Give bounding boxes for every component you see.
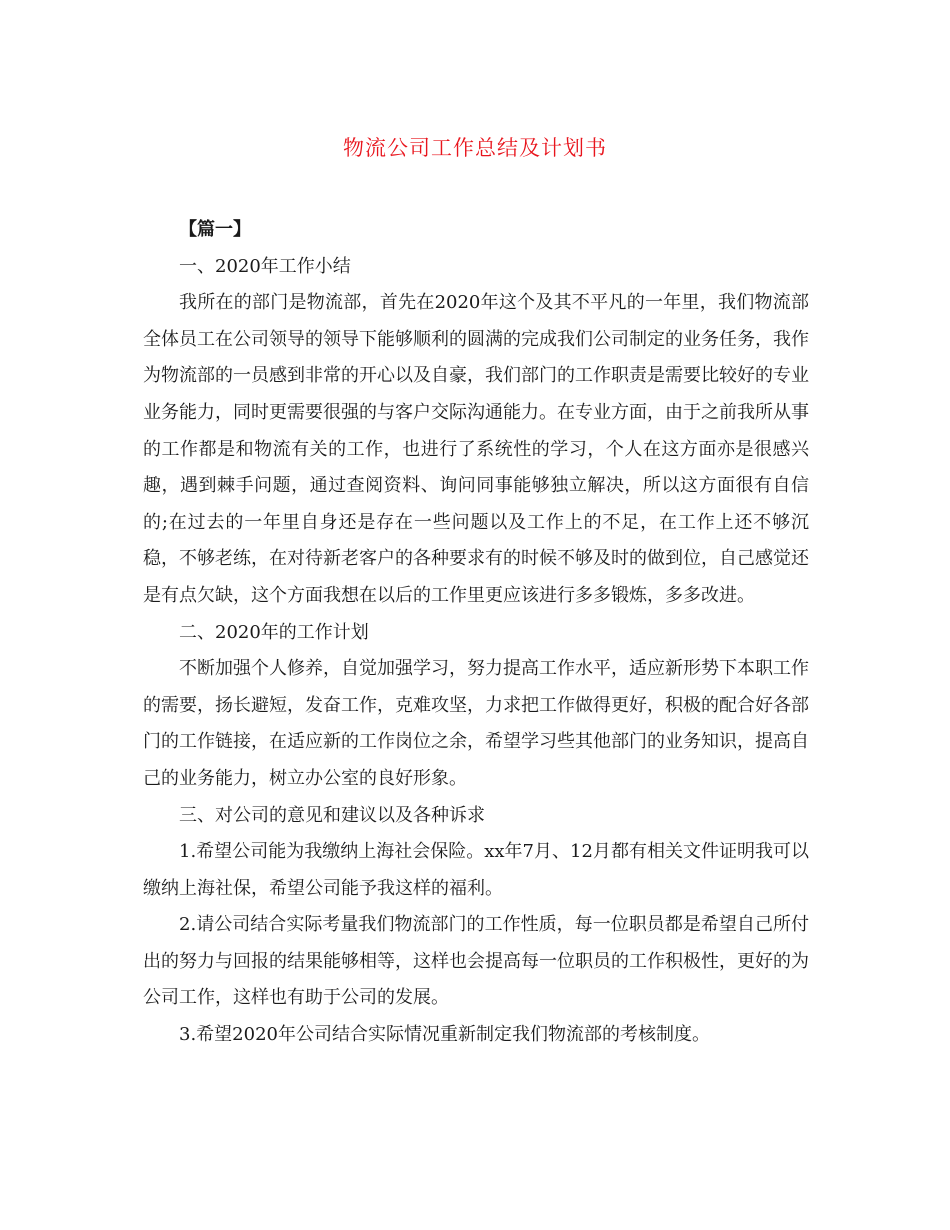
suggestion-item-3: 3.希望2020年公司结合实际情况重新制定我们物流部的考核制度。 — [179, 1024, 710, 1046]
section-label: 【篇一】 — [179, 219, 251, 240]
suggestion-item-2: 2.请公司结合实际考量我们物流部门的工作性质，每一位职员都是希望自己所付出的努力与回报的结果能够相等，这样也会提高每一位职员的工作积极性，更好的为公司工作，这样也有助于公司的发展。 — [143, 914, 809, 1009]
paragraph-work-summary: 我所在的部门是物流部，首先在2020年这个及其不平凡的一年里，我们物流部全体员工在公司领导的领导下能够顺利的圆满的完成我们公司制定的业务任务，我作为物流部的一员感到非常的开心以及自豪，我们部门的工作职责是需要比较好的专业业务能力，同时更需要很强的与客户交际沟通能力。在专业方面，由于之前我所从事的工作都是和物流有关的工作，也进行了系统性的学习，个人在这方面亦是很感兴趣，遇到棘手问题，通过查阅资料、询问同事能够独立解决，所以这方面很有自信的;在过去的一年里自身还是存在一些问题以及工作上的不足，在工作上还不够沉稳，不够老练，在对待新老客户的各种要求有的时候不够及时的做到位，自己感觉还是有点欠缺，这个方面我想在以后的工作里更应该进行多多锻炼，多多改进。 — [143, 292, 809, 606]
paragraph-work-plan: 不断加强个人修养，自觉加强学习，努力提高工作水平，适应新形势下本职工作的需要，扬长避短，发奋工作，克难攻坚，力求把工作做得更好，积极的配合好各部门的工作链接，在适应新的工作岗位之余，希望学习些其他部门的业务知识，提高自己的业务能力，树立办公室的良好形象。 — [143, 658, 809, 789]
heading-suggestions: 三、对公司的意见和建议以及各种诉求 — [179, 804, 485, 826]
heading-work-plan: 二、2020年的工作计划 — [179, 621, 369, 643]
document-title: 物流公司工作总结及计划书 — [343, 136, 607, 160]
document-body — [143, 212, 809, 1054]
suggestion-item-1: 1.希望公司能为我缴纳上海社会保险。xx年7月、12月都有相关文件证明我可以缴纳上海社保，希望公司能予我这样的福利。 — [143, 841, 809, 899]
heading-work-summary: 一、2020年工作小结 — [179, 255, 351, 277]
